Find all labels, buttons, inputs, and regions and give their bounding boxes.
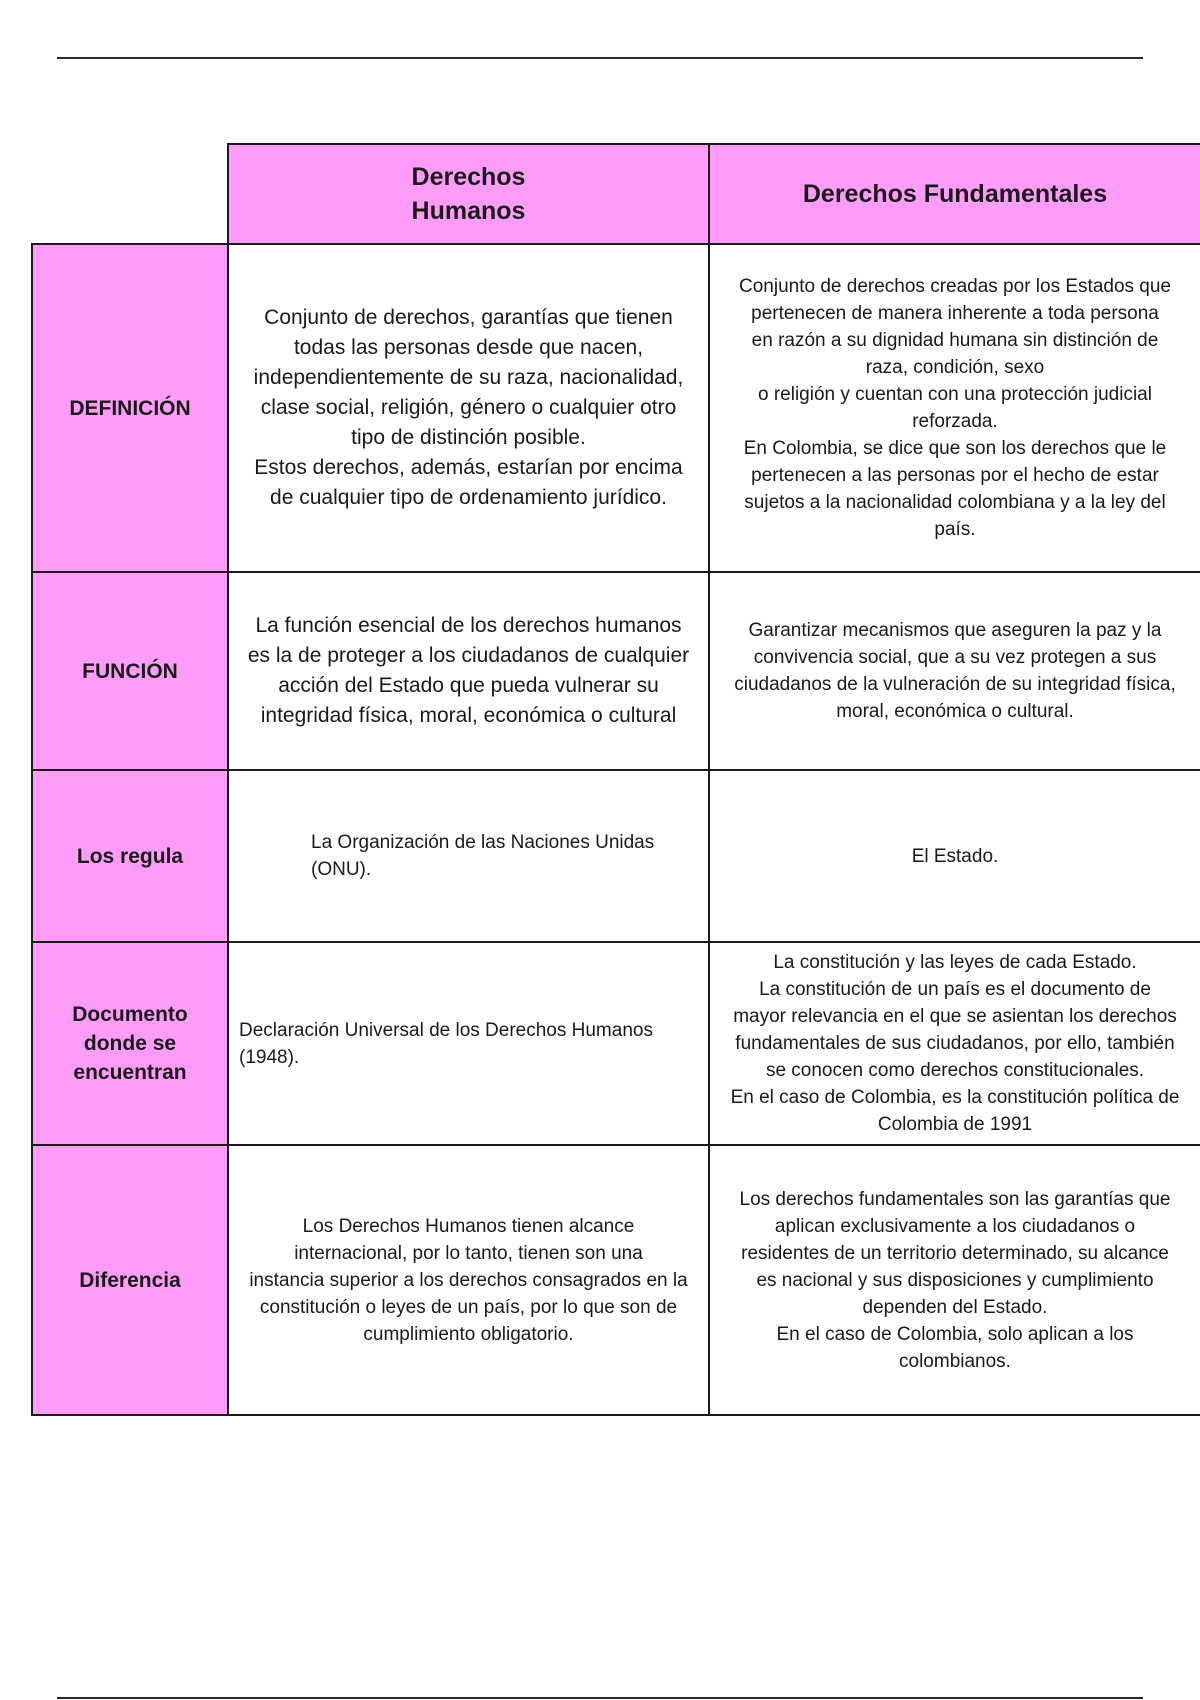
cell-diferencia-fundamentales: Los derechos fundamentales son las garantías que aplican exclusivamente a los ciudadanos o residentes de un territorio determinado, su alcance es nacional y sus disposiciones y cumplimiento dependen del Estado. En el caso de Colombia, solo aplican a los colombianos. [709, 1145, 1200, 1415]
table-row-documento [32, 942, 1200, 1145]
column-header-line-2: Humanos [411, 197, 526, 225]
table-row-los-regula [32, 770, 1200, 942]
top-rule [57, 57, 1143, 59]
row-header-los-regula: Los regula [32, 770, 228, 942]
table-row-funcion [32, 572, 1200, 770]
row-header-funcion: FUNCIÓN [32, 572, 228, 770]
row-header-diferencia: Diferencia [32, 1145, 228, 1415]
column-header-line-1: Derechos [411, 163, 526, 191]
cell-documento-fundamentales: La constitución y las leyes de cada Estado. La constitución de un país es el documento de mayor relevancia en el que se asientan los derechos fundamentales de sus ciudadanos, por ello, también se conocen como derechos constitucionales. En el caso de Colombia, es la constitución política de Colombia de 1991 [709, 942, 1200, 1145]
cell-diferencia-humanos: Los Derechos Humanos tienen alcance internacional, por lo tanto, tienen son una instancia superior a los derechos consagrados en la constitución o leyes de un país, por lo que son de cumplimiento obligatorio. [228, 1145, 709, 1415]
table-row-diferencia [32, 1145, 1200, 1415]
bottom-rule [57, 1697, 1143, 1699]
header-row [32, 144, 1200, 244]
column-header-derechos-fundamentales: Derechos Fundamentales [709, 144, 1200, 244]
cell-definicion-humanos: Conjunto de derechos, garantías que tienen todas las personas desde que nacen, independientemente de su raza, nacionalidad, clase social, religión, género o cualquier otro tipo de distinción posible. Estos derechos, además, estarían por encima de cualquier tipo de ordenamiento jurídico. [228, 244, 709, 572]
column-header-derechos-humanos [228, 144, 709, 244]
cell-los-regula-fundamentales: El Estado. [709, 770, 1200, 942]
cell-definicion-fundamentales: Conjunto de derechos creadas por los Estados que pertenecen de manera inherente a toda persona en razón a su dignidad humana sin distinción de raza, condición, sexo o religión y cuentan con una protección judicial reforzada. En Colombia, se dice que son los derechos que le pertenecen a las personas por el hecho de estar sujetos a la nacionalidad colombiana y a la ley del país. [709, 244, 1200, 572]
corner-cell [32, 144, 228, 244]
row-header-documento: Documento donde se encuentran [32, 942, 228, 1145]
cell-documento-humanos: Declaración Universal de los Derechos Humanos (1948). [228, 942, 709, 1145]
row-header-definicion: DEFINICIÓN [32, 244, 228, 572]
cell-funcion-humanos: La función esencial de los derechos humanos es la de proteger a los ciudadanos de cualquier acción del Estado que pueda vulnerar su integridad física, moral, económica o cultural [228, 572, 709, 770]
comparison-table [31, 143, 1200, 1416]
comparison-sheet [31, 143, 1200, 1406]
table-row-definicion [32, 244, 1200, 572]
cell-los-regula-humanos: La Organización de las Naciones Unidas (ONU). [228, 770, 709, 942]
cell-funcion-fundamentales: Garantizar mecanismos que aseguren la paz y la convivencia social, que a su vez protegen a sus ciudadanos de la vulneración de su integridad física, moral, económica o cultural. [709, 572, 1200, 770]
